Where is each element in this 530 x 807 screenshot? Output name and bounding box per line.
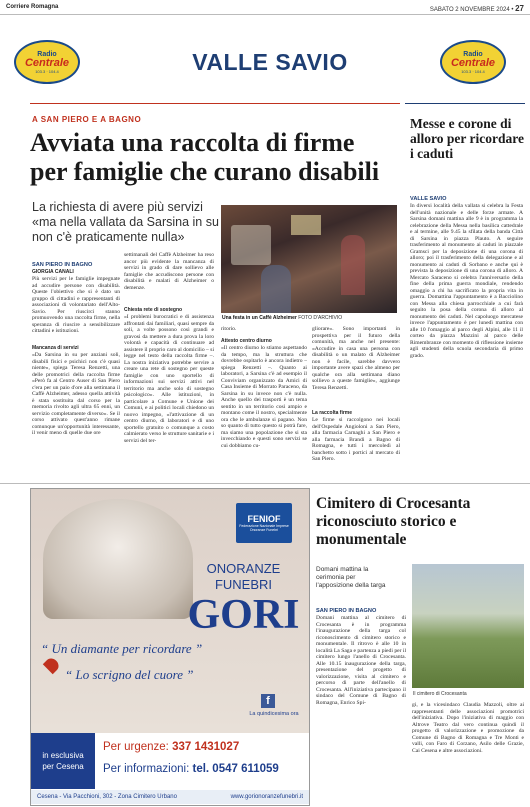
main-subhead: La richiesta di avere più servizi «ma nella vallata da Sarsina in su non c'è praticamente nulla» [32,200,219,244]
main-col-4: gliorare». Sono importanti in prospettiva per il futuro della comunità, ma anche nel presente: «Accudire in casa una persona con disabilità o un malato di Alzheimer non è facile, sarebbe davvero importante avere spazi che almeno per qualche ora alla settimana diano sollievo a queste famiglie», aggiunge Teresa Renzetti. La raccolta firme Le firme si raccolgono nei locali dell'Ospedale Angioloni a San Piero, alla farmacia Carnaghi a San Piero e alla farmacia Brandi a Bagno di Romagna, e tutti i mercoledì al banchetto sotto i portici al mercato di San Piero. [312,326,400,462]
cemetery-headline: Cimitero di Crocesanta riconosciuto storico e monumentale [316,495,471,548]
ad-slogan-1: “ Un diamante per ricordare ” [41,641,203,656]
radio-logo-left: Radio Centrale 103.3 · 104.4 [14,40,80,84]
ad-slogan-2: “ Lo scrigno del cuore ” [65,667,194,682]
info-phone: Per informazioni: tel. 0547 611059 [103,763,279,775]
cemetery-subhead: Domani mattina la cerimonia per l'apposizione della targa [316,566,386,589]
main-col-3: ritorio. Attesto centro diurno «Il centro diurno lo stiamo aspettando da tempo, ma la struttura che dovrebbe ospitarlo è ancora indietro – spiega Renzetti –. Quanto ai laboratori, a Sarsina c'è ad esempio il Conviviam organizzato da Amici di Casa Insieme di Morrato Paraceno, da Sarsina in su invece non c'è nulla. Anche quello dei trasporti è un tema sentito in un territorio così ampio e montano come il nostro, specialmente ora che le ambulanze si pagano. Non so quanto di tutto questo si potrà fare, ma siamo una popolazione che si sta invecchiando e questi sono servizi se cui dobbiamo cu- [221,326,307,449]
main-kicker: A SAN PIERO E A BAGNO [32,115,142,124]
urgent-phone: Per urgenze: 337 1431027 [103,741,240,753]
facebook-page: La quindicesima ora [249,711,299,717]
ad-contacts [31,733,309,805]
facebook-icon: f [261,694,275,708]
main-col-2: settimanali del Caffè Alzheimer ha reso ancor più evidente la mancanza di servizi in grado di dare sollievo alle famiglie che accudiscono persone con disabilità e malati di Alzheimer o demenze. Chiesta rete di sostegno «I problemi burocratici e di assistenza affrontati dai familiari, quasi sempre da soli, a volte possono così grandi e gravosi da mettere a dura prova la loro volontà e capacità di continuare ad assistere il proprio caro al domicilio – si legge nel testo della raccolta firme –. La nostra iniziativa potrebbe servire a creare una rete di sostegno per queste famiglie con uno sportello di informazioni sui servizi attivi nel territorio ma anche solo di sostegno psicologico». Alle istituzioni, in particolare a Comune e Unione dei Comuni, e ai politici locali chiedono un nuovo impegno, «l'attivazione di un centro diurno, di laboratori e di uno sportello gratuito o comunque a costo calmierato verso le strutture sanitarie e i servizi del ter- [124,252,214,444]
photo-caption: Una festa in un Caffè Alzheimer FOTO D'ARCHIVIO [222,315,343,321]
newspaper-name: Corriere Romagna [6,4,59,10]
ad-brand: GORI [187,592,300,638]
side-divider [405,103,525,104]
ad-image-area [31,489,309,733]
cemetery-col-2: gi, e la vicesindaco Claudia Mazzoli, oltre ai rappresentanti delle associazioni promotrici dell'iniziativa. Dopo l'iniziativa di maggio con Altrove Teatro dal vero continua quindi il progetto di valorizzazione e promozione da Comune di Bagno di Romagna e Tre Monti e valli, con Faro di Corzano, Asilo delle Grazie, Cai Cesena e altre associazioni. [412,702,524,754]
heart-icon [43,656,61,674]
ad-title: ONORANZE FUNEBRI [206,561,281,592]
angel-statue-image [43,499,193,619]
feniof-logo: FENIOF Federazione Nazionale Imprese Onoranze Funebri [236,503,292,543]
alzheimer-cafe-photo [221,205,397,313]
cemetery-col-1: SAN PIERO IN BAGNO Domani mattina al cimitero di Crocesanta è in programma l'inaugurazione della targa col riconoscimento di cimitero storico e monumentale. Il ritrovo è alle 10 in località La Saga e partenza a piedi per il cimitero lungo l'anello di Crocesanta. Alle 10.15 inaugurazione della targa, presentazione del progetto di valorizzazione, visita al cimitero e percorso di parte dell'anello di Crocesanta. All'iniziativa partecipano il sindaco del Comune di Bagno di Romagna, Enrico Spi- [316,608,406,706]
cemetery-photo-caption: Il cimitero di Crocesanta [413,691,467,697]
funeral-home-ad [30,488,310,806]
header-divider [0,14,530,15]
section-title: VALLE SAVIO [192,49,348,75]
radio-logo-right: Radio Centrale 103.3 · 104.4 [440,40,506,84]
side-headline: Messe e corone di alloro per ricordare i caduti [410,116,524,161]
side-article-body: VALLE SAVIO In diversi località della vallata si celebra la Festa dell'unità nazionale e delle forze armate. A Sarsina domani mattina alle 9 è in programma la celebrazione della Messa nella basilica cattedrale e al termine, alle 9.45 la sfilata della banda Città di Sarsina in piazza Plauto. A seguire trasferimento al monumento ai caduti in piazzale Gramsci per la deposizione di una corona di alloro; poi il trasferimento della delegazione e al monumento ai caduti di Sorbano e anche qui è prevista la deposizione di una corona di alloro. A Mercato Saraceno si celebra l'anniversario della fine della prima guerra mondiale, rendendo omaggio a chi ha sacrificato la propria vita in guerra. Domattina l'appuntamento è a Bacciolino con Messa alla chiesa parrocchiale a cui farà seguito la posa della corona di alloro al monumento dei caduti. Nel capoluogo mercatese invece l'appuntamento è per lunedì mattina con alle 10 l'omaggio al parco degli Alpini, alle 11 il corteo da piazza Mazzini al parco delle Rimembranze con momento di riflessione insieme agli studenti della scuola secondaria di primo grado. [410,196,523,359]
exclusive-badge: in esclusiva per Cesena [31,733,95,789]
main-headline: Avviata una raccolta di firme per famiglie che curano disabili [30,128,380,186]
cemetery-photo [412,564,524,688]
section-divider [30,103,400,104]
lower-divider [0,483,530,484]
ad-footer: Cesena - Via Pacchioni, 302 - Zona Cimitero Urbano www.gorionoranzefunebri.it [31,790,309,804]
page-date: SABATO 2 NOVEMBRE 2024 • 27 [429,4,524,13]
main-col-1: SAN PIERO IN BAGNO GIORGIA CANALI Più servizi per le famiglie impegnate ad accudire persone con disabilità. Queste l'obiettivo che si è dato un gruppo di cittadini e rappresentanti di associazioni di volontariato dell'Alto-Savio. Per riuscirci stanno promuovendo una raccolta firme, nella speranza di riuscire a sensibilizzare cittadini e istituzioni. Mancanza di servizi «Da Sarsina in su per anziani soli, disabili fisici e psichici non c'è quasi niente», spiega Teresa Renzetti, una delle promotrici della raccolta firme «Però fa al Centro Auser di San Piero c'era per un paio d'ore alla settimana il Caffè Alzheimer, adesso quella attività è stata sostituita dal corso per la memoria rivolto agli ultra 65 enni, un servizio completamente diverso». Se il corso attivato quest'anno rimane comunque un'opportunità interessante, il venir meno di quelle due ore [32,262,120,436]
